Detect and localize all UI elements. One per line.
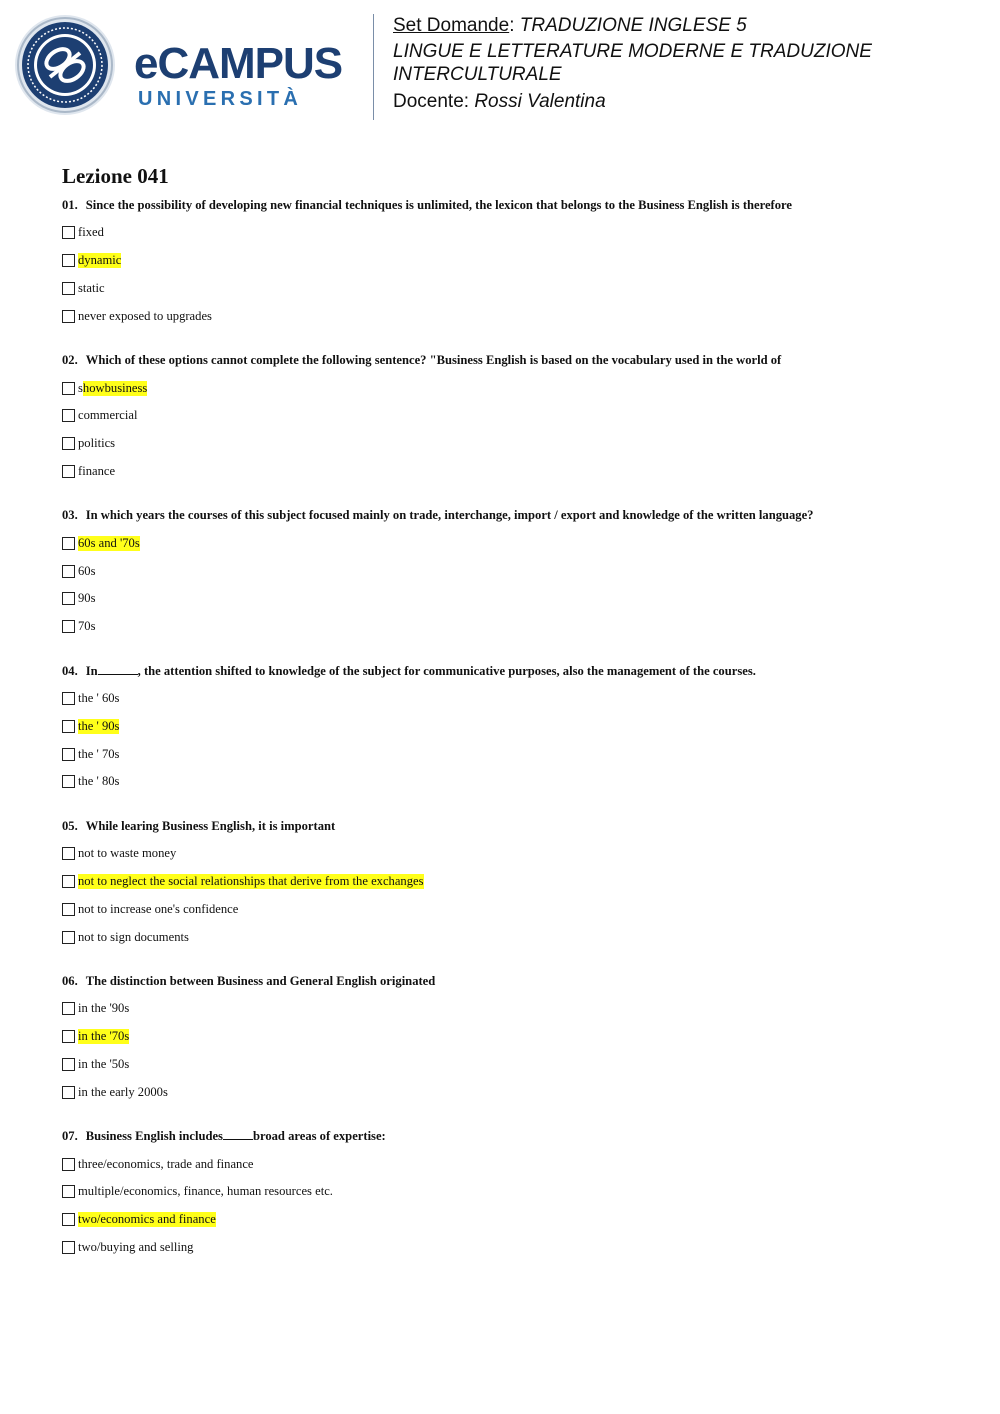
checkbox[interactable] — [62, 775, 75, 788]
checkbox[interactable] — [62, 592, 75, 605]
question-01 — [62, 197, 962, 330]
question-body: While learing Business English, it is important — [85, 818, 336, 833]
teacher-line — [393, 90, 973, 113]
ecampus-seal-logo — [14, 14, 116, 116]
checkbox[interactable] — [62, 382, 75, 395]
option-label: the ' 60s — [78, 690, 120, 705]
checkbox[interactable] — [62, 1185, 75, 1198]
question-body-end: , the attention shifted to knowledge of the subject for communicative purposes, also the management of the courses. — [137, 663, 756, 678]
ecampus-wordmark — [134, 39, 358, 114]
question-number: 03. — [62, 508, 78, 523]
question-text — [62, 663, 962, 679]
checkbox[interactable] — [62, 1086, 75, 1099]
checkbox[interactable] — [62, 465, 75, 478]
answer-option[interactable] — [62, 1206, 962, 1234]
option-label: in the '50s — [78, 1056, 130, 1071]
checkbox[interactable] — [62, 537, 75, 550]
answer-option[interactable] — [62, 374, 962, 402]
checkbox[interactable] — [62, 1213, 75, 1226]
answer-option[interactable] — [62, 868, 962, 896]
checkbox[interactable] — [62, 847, 75, 860]
logo-university-text: UNIVERSITÀ — [138, 88, 303, 110]
option-label-highlighted: two/economics and finance — [78, 1212, 216, 1227]
question-body: In which years the courses of this subject focused mainly on trade, interchange, import / export and knowledge of the written language? — [85, 508, 814, 523]
answer-option[interactable] — [62, 529, 962, 557]
question-body-start: In — [85, 663, 98, 678]
checkbox[interactable] — [62, 1002, 75, 1015]
answer-option[interactable] — [62, 712, 962, 740]
option-label: not to waste money — [78, 846, 177, 861]
checkbox[interactable] — [62, 620, 75, 633]
checkbox[interactable] — [62, 1241, 75, 1254]
answer-option[interactable] — [62, 247, 962, 275]
option-label: 70s — [78, 619, 96, 634]
question-07 — [62, 1128, 962, 1261]
option-label-highlighted: in the '70s — [78, 1029, 130, 1044]
option-label-highlighted: howbusiness — [82, 380, 148, 395]
answer-option[interactable] — [62, 557, 962, 585]
question-body: The distinction between Business and General English originated — [85, 973, 436, 988]
question-02 — [62, 352, 962, 485]
checkbox[interactable] — [62, 282, 75, 295]
page-header — [0, 0, 1000, 130]
option-label: the ' 80s — [78, 774, 120, 789]
answer-option[interactable] — [62, 585, 962, 613]
answer-option[interactable] — [62, 923, 962, 951]
checkbox[interactable] — [62, 875, 75, 888]
question-text — [62, 197, 962, 213]
logo-wordmark-text: eCAMPUS — [134, 39, 343, 88]
checkbox[interactable] — [62, 720, 75, 733]
answer-option[interactable] — [62, 1051, 962, 1079]
question-number: 07. — [62, 1129, 78, 1144]
option-label: multiple/economics, finance, human resources etc. — [78, 1184, 333, 1199]
header-divider — [373, 14, 374, 120]
answer-option[interactable] — [62, 430, 962, 458]
question-text — [62, 1128, 962, 1144]
answer-option[interactable] — [62, 995, 962, 1023]
answer-option[interactable] — [62, 219, 962, 247]
option-label-highlighted: the ' 90s — [78, 718, 120, 733]
checkbox[interactable] — [62, 903, 75, 916]
question-body: Which of these options cannot complete the following sentence? "Business English is based on the vocabulary used in the world of — [85, 353, 782, 368]
checkbox[interactable] — [62, 692, 75, 705]
option-label: never exposed to upgrades — [78, 308, 212, 323]
option-label-highlighted: dynamic — [78, 253, 122, 268]
question-03 — [62, 507, 962, 640]
checkbox[interactable] — [62, 409, 75, 422]
answer-option[interactable] — [62, 768, 962, 796]
question-04 — [62, 663, 962, 796]
option-label: the ' 70s — [78, 746, 120, 761]
question-text — [62, 973, 962, 989]
lesson-title: Lezione 041 — [62, 164, 169, 188]
question-number: 04. — [62, 663, 78, 678]
checkbox[interactable] — [62, 254, 75, 267]
answer-option[interactable] — [62, 302, 962, 330]
option-label: three/economics, trade and finance — [78, 1156, 254, 1171]
answer-option[interactable] — [62, 613, 962, 641]
checkbox[interactable] — [62, 565, 75, 578]
checkbox[interactable] — [62, 1158, 75, 1171]
question-text — [62, 352, 962, 368]
question-number: 02. — [62, 353, 78, 368]
set-line — [393, 14, 973, 37]
question-text — [62, 818, 962, 834]
answer-option[interactable] — [62, 895, 962, 923]
option-label: in the '90s — [78, 1001, 130, 1016]
checkbox[interactable] — [62, 310, 75, 323]
teacher-label: Docente: — [393, 91, 475, 112]
set-label: Set Domande — [393, 15, 510, 36]
option-label-highlighted: 60s and '70s — [78, 535, 140, 550]
option-label: in the early 2000s — [78, 1084, 168, 1099]
quiz-content — [62, 164, 962, 1261]
checkbox[interactable] — [62, 931, 75, 944]
question-06 — [62, 973, 962, 1106]
option-label: 60s — [78, 563, 96, 578]
question-number: 05. — [62, 818, 78, 833]
fill-in-blank — [223, 1128, 253, 1140]
answer-option[interactable] — [62, 1078, 962, 1106]
answer-option[interactable] — [62, 1234, 962, 1262]
option-label: finance — [78, 463, 116, 478]
option-label: commercial — [78, 408, 138, 423]
answer-option[interactable] — [62, 740, 962, 768]
option-label: not to sign documents — [78, 929, 189, 944]
answer-option[interactable] — [62, 1023, 962, 1051]
fill-in-blank — [98, 663, 138, 675]
question-05 — [62, 818, 962, 951]
header-info — [393, 14, 973, 113]
answer-option[interactable] — [62, 402, 962, 430]
option-label-highlighted: not to neglect the social relationships that derive from the exchanges — [78, 873, 424, 888]
option-label: two/buying and selling — [78, 1239, 194, 1254]
answer-option[interactable] — [62, 275, 962, 303]
answer-option[interactable] — [62, 685, 962, 713]
set-colon: : — [509, 15, 515, 36]
answer-option[interactable] — [62, 840, 962, 868]
checkbox[interactable] — [62, 437, 75, 450]
checkbox[interactable] — [62, 226, 75, 239]
option-label: politics — [78, 436, 116, 451]
question-body: Since the possibility of developing new financial techniques is unlimited, the lexicon that belongs to the Business English is therefore — [85, 198, 792, 212]
question-body-start: Business English includes — [85, 1129, 223, 1144]
question-text — [62, 507, 962, 523]
answer-option[interactable] — [62, 458, 962, 486]
set-value: TRADUZIONE INGLESE 5 — [519, 15, 747, 36]
question-body-end: broad areas of expertise: — [252, 1129, 386, 1144]
answer-option[interactable] — [62, 1178, 962, 1206]
checkbox[interactable] — [62, 1058, 75, 1071]
question-number: 01. — [62, 198, 78, 212]
course-name: LINGUE E LETTERATURE MODERNE E TRADUZIONE INTERCULTURALE — [393, 41, 872, 85]
option-label: 90s — [78, 591, 96, 606]
option-label-prefix: s — [78, 380, 83, 395]
checkbox[interactable] — [62, 1030, 75, 1043]
option-label: static — [78, 280, 105, 295]
option-label: not to increase one's confidence — [78, 901, 239, 916]
question-number: 06. — [62, 973, 78, 988]
answer-option[interactable] — [62, 1150, 962, 1178]
checkbox[interactable] — [62, 748, 75, 761]
option-label: fixed — [78, 225, 104, 240]
teacher-name: Rossi Valentina — [474, 91, 606, 112]
